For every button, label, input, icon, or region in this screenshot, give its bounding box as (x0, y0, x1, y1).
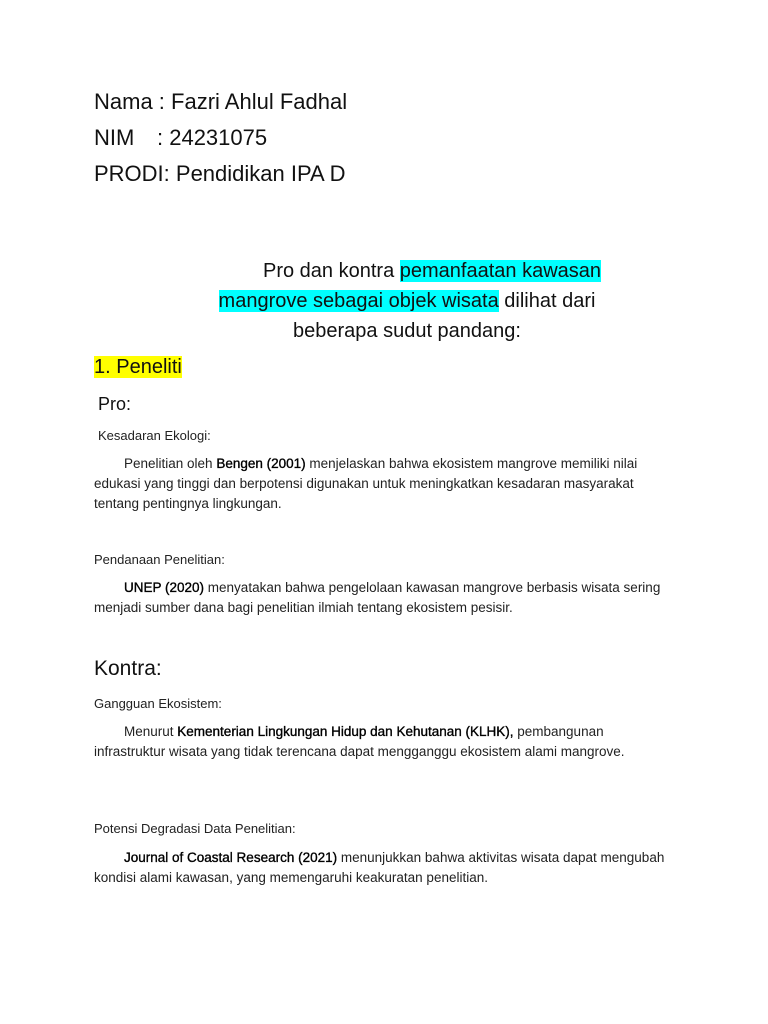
section-heading: 1. Peneliti (94, 356, 182, 378)
kontra-item-2-paragraph: Journal of Coastal Research (2021) menunjukkan bahwa aktivitas wisata dapat mengubah kondisi alami kawasan, yang memengaruhi keakuratan penelitian. (94, 850, 665, 885)
nim-label: NIM (94, 125, 135, 150)
title-highlight-2: mangrove sebagai objek wisata (218, 290, 499, 312)
kontra-heading: Kontra: (94, 657, 162, 680)
pro-heading: Pro: (98, 394, 132, 414)
pro-item-2-paragraph: UNEP (2020) menyatakan bahwa pengelolaan kawasan mangrove berbasis wisata sering menjadi sumber dana bagi penelitian ilmiah tentang ekosistem pesisir. (94, 580, 661, 615)
student-nim (94, 124, 267, 152)
kontra-item-2-subheading: Potensi Degradasi Data Penelitian: (94, 821, 296, 836)
pro-item-1-source: Bengen (2001) (216, 456, 306, 471)
kontra-item-1-paragraph: Menurut Kementerian Lingkungan Hidup dan Kehutanan (KLHK), pembangunan infrastruktur wisata yang tidak terencana dapat mengganggu ekosistem alami mangrove. (94, 724, 625, 759)
kontra-item-1-subheading: Gangguan Ekosistem: (94, 696, 222, 711)
title-part4: dilihat dari (498, 290, 596, 312)
student-prodi: PRODI: Pendidikan IPA D (94, 161, 346, 186)
pro-item-1-paragraph: Penelitian oleh Bengen (2001) menjelaskan bahwa ekosistem mangrove memiliki nilai edukasi yang tinggi dan berpotensi digunakan untuk meningkatkan kesadaran masyarakat tentang pentingnya lingkungan. (94, 456, 638, 511)
title-highlight-1: pemanfaatan kawasan (399, 260, 601, 282)
pro-item-2-subheading: Pendanaan Penelitian: (94, 552, 225, 567)
document-title (120, 256, 694, 346)
kontra-item-1-source: Kementerian Lingkungan Hidup dan Kehutanan (KLHK), (177, 724, 514, 739)
kontra-item-2-source: Journal of Coastal Research (2021) (124, 850, 338, 865)
pro-item-1-subheading: Kesadaran Ekologi: (98, 428, 211, 443)
pro-item-2-source: UNEP (2020) (124, 580, 205, 595)
student-name: Nama : Fazri Ahlul Fadhal (94, 89, 348, 114)
nim-value: : 24231075 (157, 125, 268, 150)
title-part1: Pro dan kontra (263, 260, 400, 282)
title-part5: beberapa sudut pandang: (293, 320, 521, 342)
